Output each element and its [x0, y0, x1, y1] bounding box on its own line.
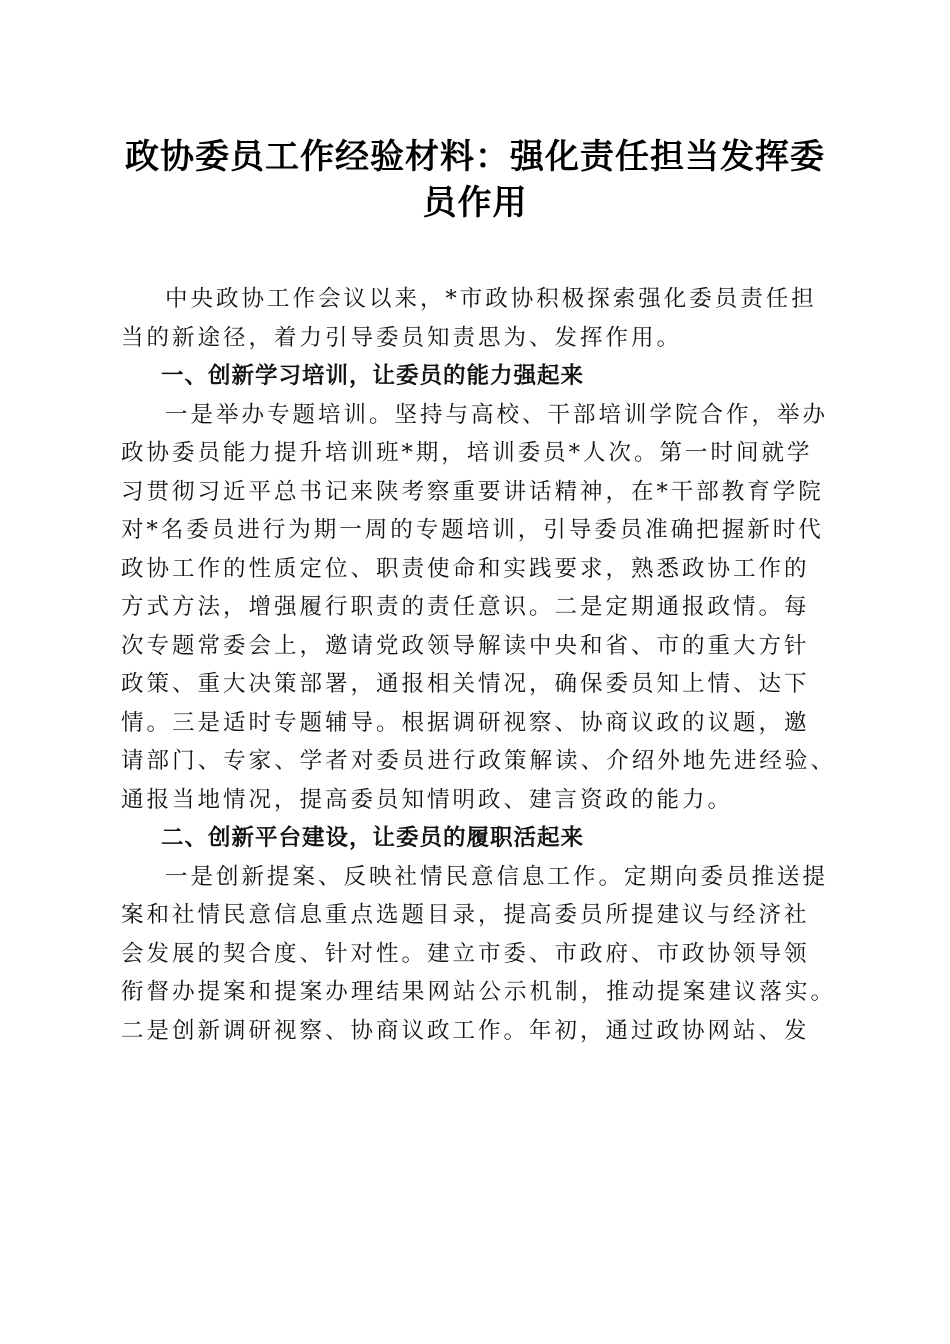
section-2-paragraph: [121, 858, 833, 1051]
paragraph-line: 通报当地情况，提高委员知情明政、建言资政的能力。: [121, 786, 734, 813]
paragraph-text: 坚持与高校、干部培训学院合作，举办: [394, 401, 829, 428]
title-line-2: 员作用: [422, 183, 528, 223]
section-heading-2: 二、创新平台建设，让委员的履职活起来: [161, 825, 585, 851]
paragraph-line: [121, 396, 833, 435]
section-1-paragraph: [121, 396, 833, 820]
paragraph-text: 定期向委员推送提: [624, 863, 829, 890]
paragraph-line: 会发展的契合度、针对性。建立市委、市政府、市政协领导领: [121, 940, 810, 967]
paragraph-line: 当的新途径，着力引导委员知责思为、发挥作用。: [121, 324, 683, 351]
paragraph-line: 方式方法，增强履行职责的责任意识。二是定期通报政情。每: [121, 594, 810, 620]
title-line-1: 政协委员工作经验材料：强化责任担当发挥委: [125, 137, 825, 177]
paragraph-line: 对*名委员进行为期一周的专题培训，引导委员准确把握新时代: [121, 517, 824, 543]
paragraph-line: 政协工作的性质定位、职责使命和实践要求，熟悉政协工作的: [121, 555, 810, 582]
section-heading-1: 一、创新学习培训，让委员的能力强起来: [161, 363, 585, 389]
paragraph-line: 中央政协工作会议以来，*市政协积极探索强化委员责任担: [165, 286, 817, 312]
paragraph-line: 习贯彻习近平总书记来陕考察重要讲话精神，在*干部教育学院: [121, 478, 824, 505]
paragraph-line: 情。三是适时专题辅导。根据调研视察、协商议政的议题，邀: [121, 709, 810, 736]
paragraph-line: 衔督办提案和提案办理结果网站公示机制，推动提案建议落实。: [121, 979, 833, 1005]
lead-in-text: 一是创新提案、反映社情民意信息工作。: [165, 863, 625, 890]
document-title: [100, 134, 850, 226]
paragraph-line: 案和社情民意信息重点选题目录，提高委员所提建议与经济社: [121, 902, 810, 928]
paragraph-line: 请部门、专家、学者对委员进行政策解读、介绍外地先进经验、: [121, 748, 833, 774]
document-body: [121, 280, 833, 1050]
paragraph-line: 政策、重大决策部署，通报相关情况，确保委员知上情、达下: [121, 671, 810, 697]
paragraph-line: 次专题常委会上，邀请党政领导解读中央和省、市的重大方针: [121, 632, 810, 659]
lead-in-text: 一是举办专题培训。: [165, 401, 395, 428]
paragraph-line: 政协委员能力提升培训班*期，培训委员*人次。第一时间就学: [121, 440, 813, 466]
paragraph-line: 二是创新调研视察、协商议政工作。年初，通过政协网站、发: [121, 1017, 810, 1044]
paragraph-line: [121, 858, 833, 897]
intro-paragraph: [121, 280, 833, 357]
